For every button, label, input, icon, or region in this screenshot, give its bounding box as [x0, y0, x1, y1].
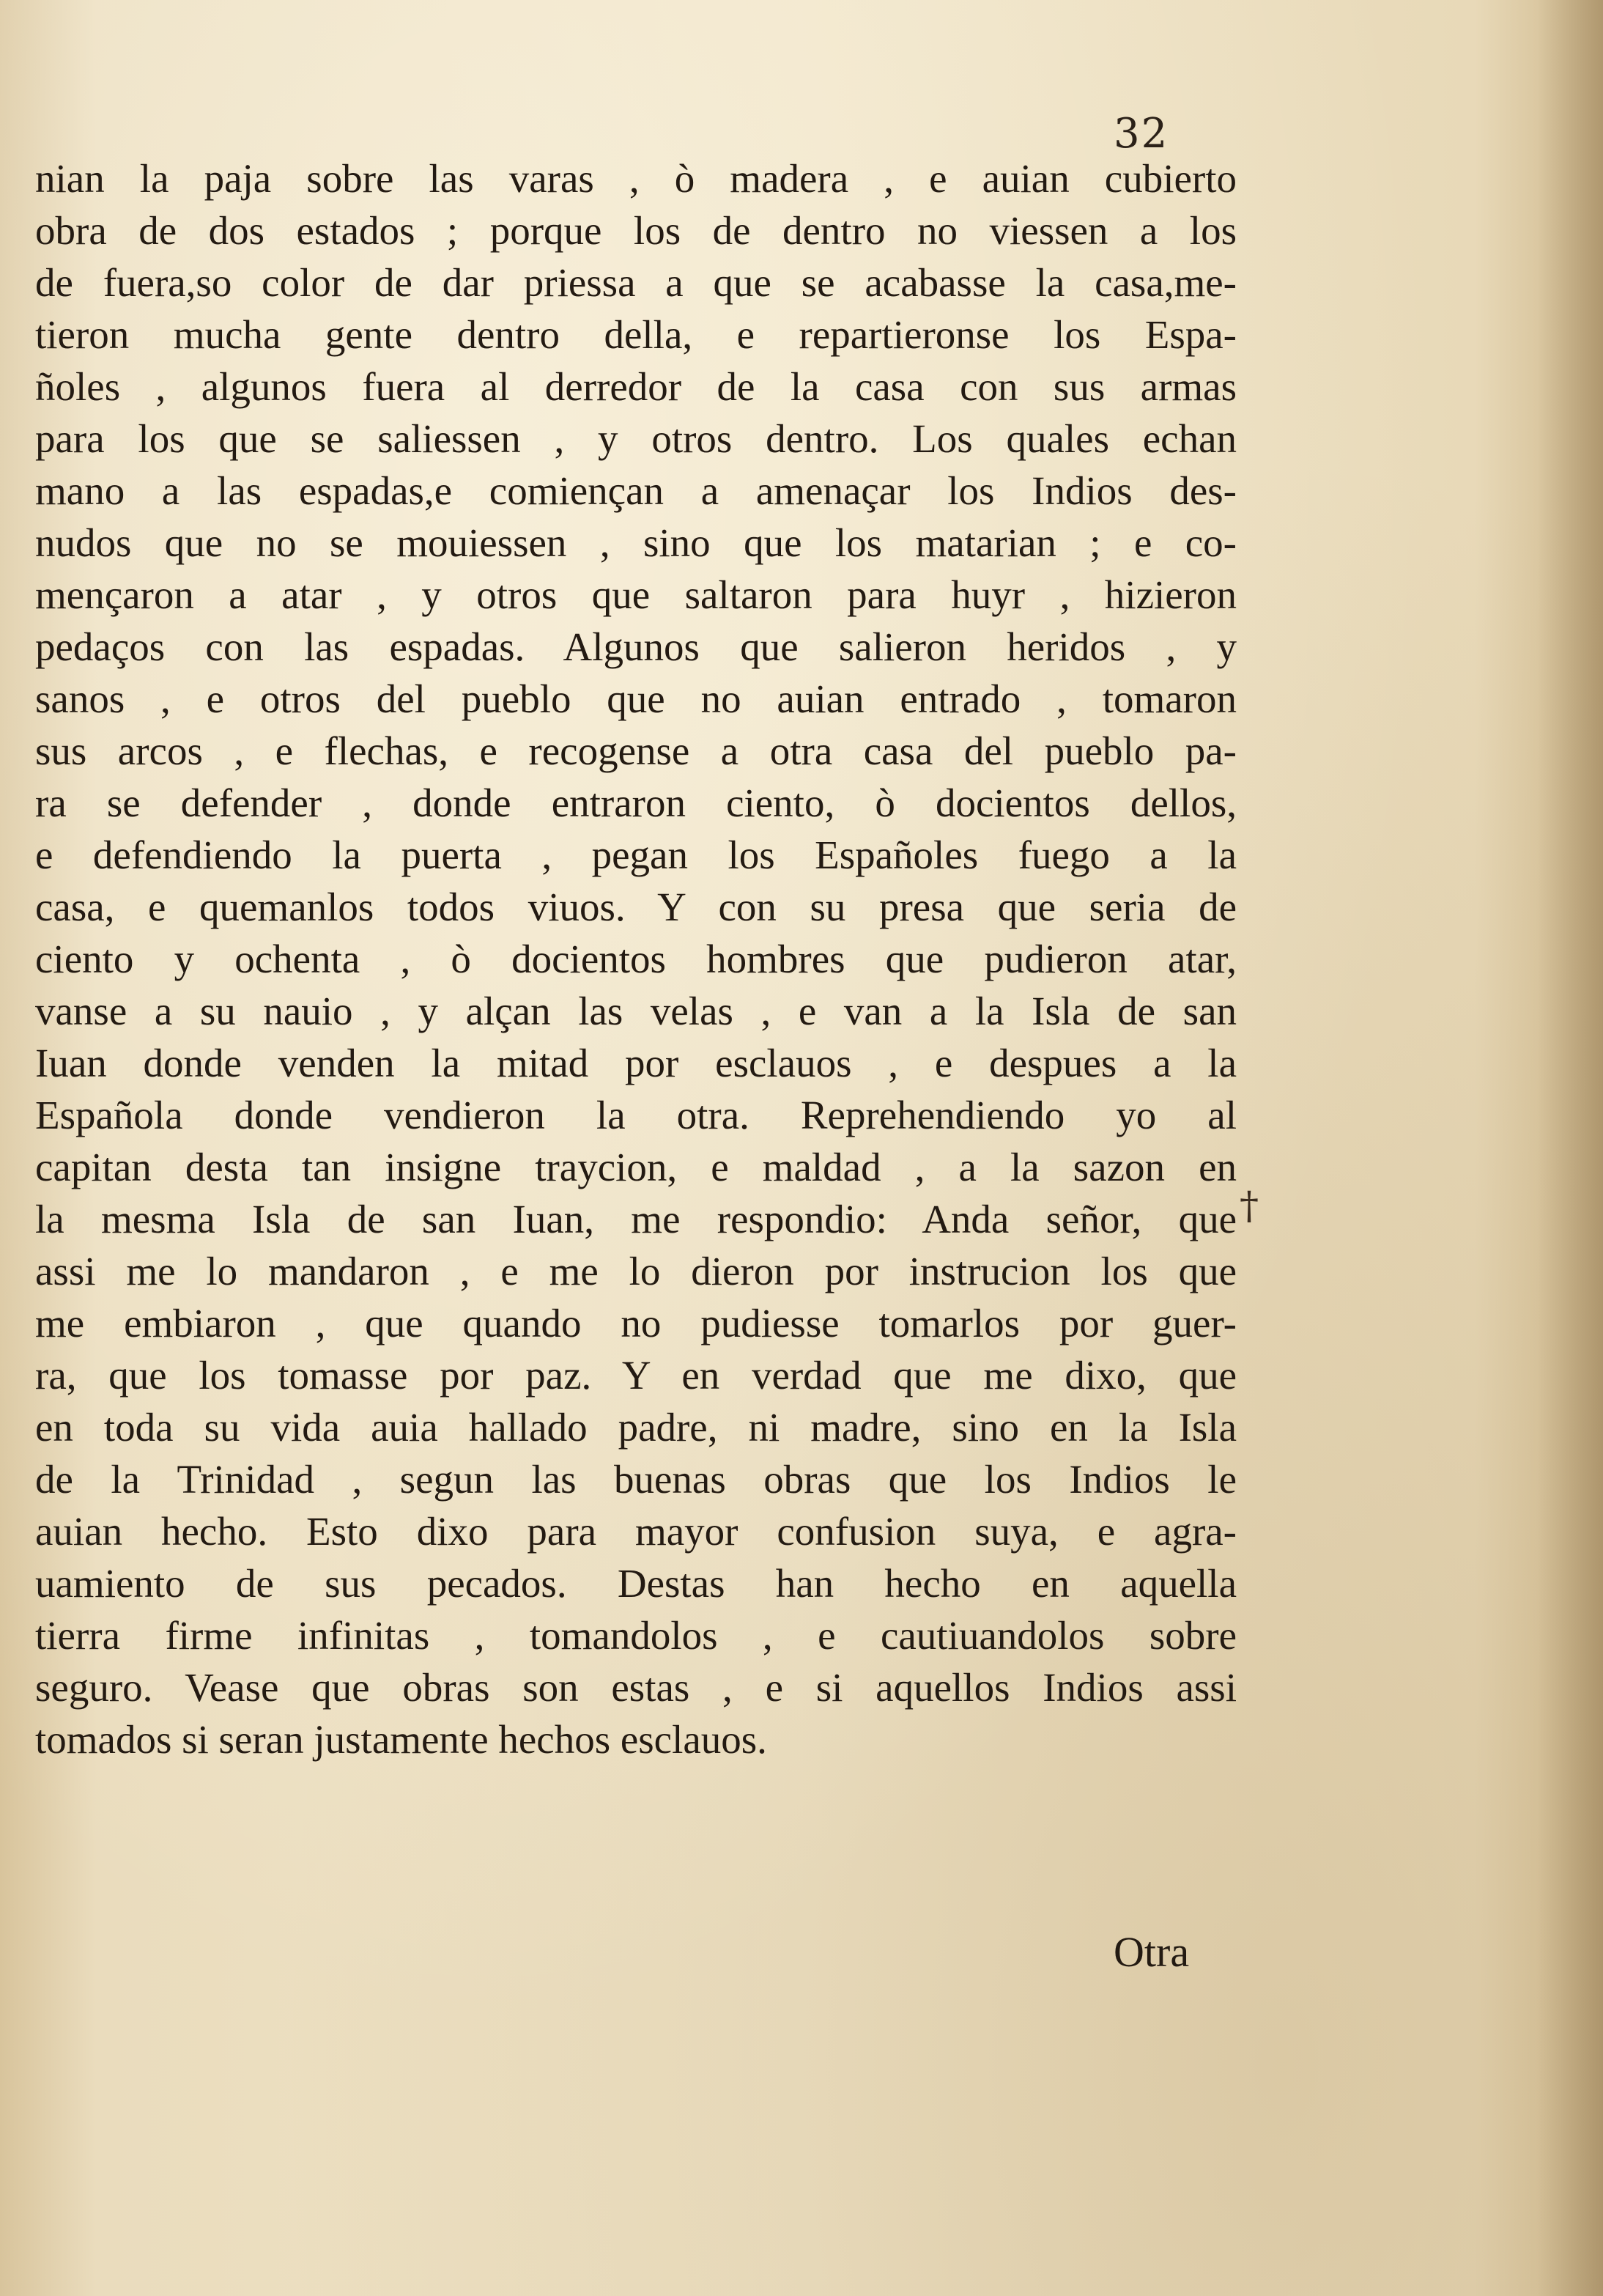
text-line: e defendiendo la puerta , pegan los Españoles fuego a la	[35, 833, 1237, 877]
catchword: Otra	[1114, 1928, 1190, 1976]
text-line: vanse a su nauio , y alçan las velas , e van a la Isla de san	[35, 989, 1237, 1033]
text-line: casa, e quemanlos todos viuos. Y con su presa que seria de	[35, 885, 1237, 929]
page-number: 32	[1114, 110, 1169, 158]
text-line: me embiaron , que quando no pudiesse tomarlos por guer-	[35, 1301, 1237, 1346]
text-line: auian hecho. Esto dixo para mayor confusion suya, e agra-	[35, 1509, 1237, 1554]
text-line: nian la paja sobre las varas , ò madera , e auian cubierto	[35, 156, 1237, 201]
text-line: la mesma Isla de san Iuan, me respondio: Anda señor, que	[35, 1197, 1237, 1241]
page-edge-shadow	[1537, 0, 1603, 2296]
text-line: ciento y ochenta , ò docientos hombres que pudieron atar,	[35, 937, 1237, 981]
text-line: seguro. Vease que obras son estas , e si aquellos Indios assi	[35, 1665, 1237, 1710]
text-line: ra, que los tomasse por paz. Y en verdad que me dixo, que	[35, 1353, 1237, 1398]
text-line: capitan desta tan insigne traycion, e maldad , a la sazon en	[35, 1145, 1237, 1189]
text-line: tierra firme infinitas , tomandolos , e cautiuandolos sobre	[35, 1613, 1237, 1658]
text-line: assi me lo mandaron , e me lo dieron por instrucion los que	[35, 1249, 1237, 1293]
text-line: pedaços con las espadas. Algunos que salieron heridos , y	[35, 624, 1237, 669]
text-line: Iuan donde venden la mitad por esclauos , e despues a la	[35, 1041, 1237, 1085]
text-line: tomados si seran justamente hechos esclauos.	[35, 1717, 767, 1762]
text-line: tieron mucha gente dentro della, e repartieronse los Espa-	[35, 312, 1237, 357]
text-line: sus arcos , e flechas, e recogense a otra casa del pueblo pa-	[35, 728, 1237, 773]
text-line: uamiento de sus pecados. Destas han hecho en aquella	[35, 1561, 1237, 1606]
text-line: mençaron a atar , y otros que saltaron para huyr , hizieron	[35, 572, 1237, 617]
text-line: obra de dos estados ; porque los de dentro no viessen a los	[35, 208, 1237, 253]
text-line: para los que se saliessen , y otros dentro. Los quales echan	[35, 416, 1237, 461]
text-line: ñoles , algunos fuera al derredor de la casa con sus armas	[35, 364, 1237, 409]
text-line: de fuera,so color de dar priessa a que se acabasse la casa,me-	[35, 260, 1237, 305]
text-line: mano a las espadas,e comiençan a amenaçar los Indios des-	[35, 468, 1237, 513]
text-line: nudos que no se mouiessen , sino que los matarian ; e co-	[35, 520, 1237, 565]
text-line: de la Trinidad , segun las buenas obras que los Indios le	[35, 1457, 1237, 1502]
margin-mark: †	[1240, 1184, 1259, 1228]
text-line: Española donde vendieron la otra. Reprehendiendo yo al	[35, 1093, 1237, 1137]
body-text	[35, 152, 1237, 1765]
text-line: sanos , e otros del pueblo que no auian entrado , tomaron	[35, 676, 1237, 721]
text-line: en toda su vida auia hallado padre, ni madre, sino en la Isla	[35, 1405, 1237, 1450]
text-line: ra se defender , donde entraron ciento, ò docientos dellos,	[35, 780, 1237, 825]
